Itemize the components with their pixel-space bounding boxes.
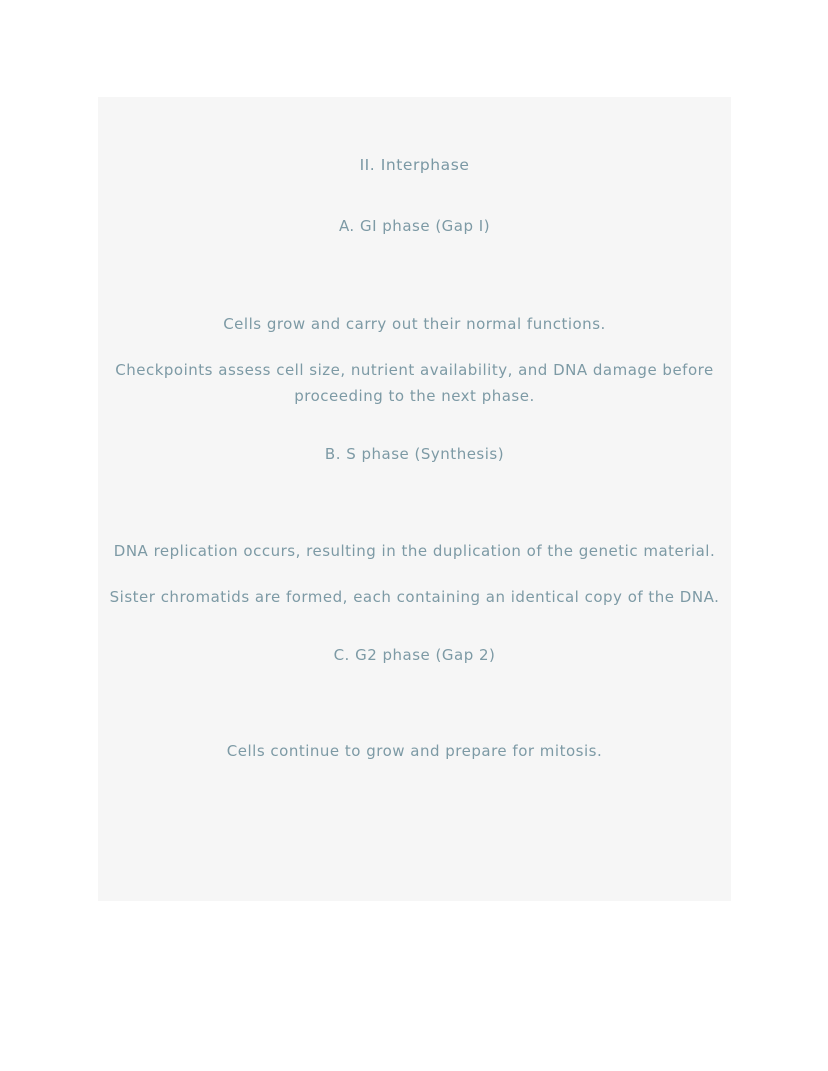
paragraph-s-chromatids: Sister chromatids are formed, each containing an identical copy of the DNA. bbox=[109, 588, 720, 607]
section-spacer-g2 bbox=[102, 667, 727, 739]
section-spacer-g1 bbox=[102, 238, 727, 312]
paragraph-g1-checkpoints: Checkpoints assess cell size, nutrient availability, and DNA damage before proceeding to the next phase. bbox=[115, 361, 714, 405]
section-heading-g2: C. G2 phase (Gap 2) bbox=[333, 645, 496, 664]
section-heading-g1: A. GI phase (Gap I) bbox=[338, 217, 491, 236]
paragraph-g2-growth: Cells continue to grow and prepare for mitosis. bbox=[226, 741, 603, 760]
section-spacer-s bbox=[102, 465, 727, 539]
section-heading-s: B. S phase (Synthesis) bbox=[324, 444, 505, 463]
paragraph-g1-growth: Cells grow and carry out their normal functions. bbox=[223, 315, 606, 334]
document-panel bbox=[98, 97, 731, 901]
document-body bbox=[102, 97, 727, 765]
paragraph-s-replication: DNA replication occurs, resulting in the duplication of the genetic material. bbox=[113, 542, 716, 561]
page-title: II. Interphase bbox=[359, 156, 470, 174]
